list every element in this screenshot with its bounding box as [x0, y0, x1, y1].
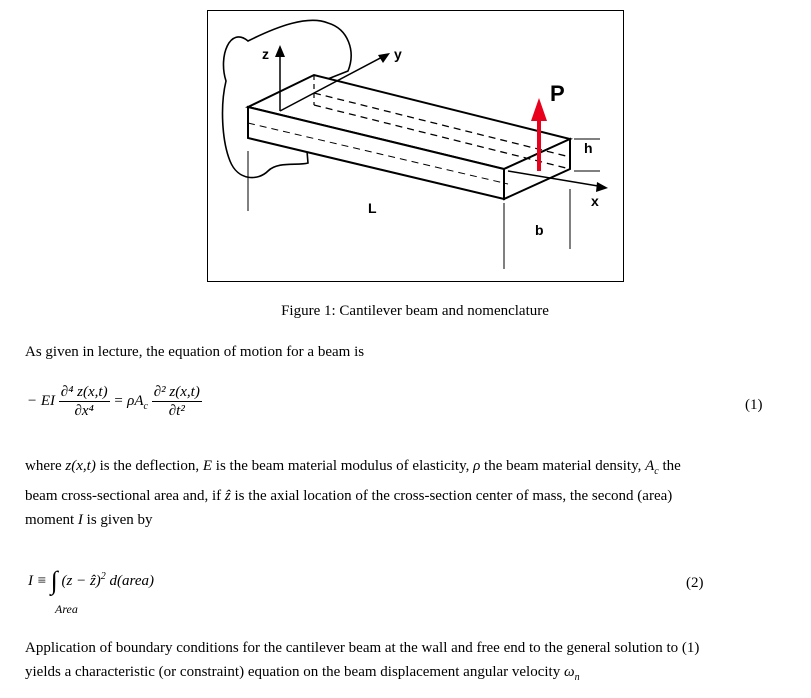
- eq1-lhs-den: ∂x⁴: [74, 403, 94, 419]
- y-label: y: [394, 46, 402, 62]
- para2-line-1: where z(x,t) is the deflection, E is the beam material modulus of elasticity, ρ the beam material density, $A_c$ the: [25, 458, 681, 477]
- eq1-equals: = ρA: [113, 392, 144, 409]
- eq2-integral-sign: ∫: [50, 566, 58, 595]
- paragraph-boundary-conditions: [25, 636, 811, 690]
- x-label: x: [591, 193, 599, 209]
- para2-line-2: beam cross-sectional area and, if ẑ is the axial location of the cross-section center of mass, the second (area): [25, 488, 673, 504]
- equation-2-number: (2): [686, 575, 704, 591]
- figure-caption: Figure 1: Cantilever beam and nomenclature: [281, 303, 549, 319]
- cantilever-beam-diagram: [208, 11, 625, 283]
- equation-2: [28, 566, 154, 596]
- eq1-lhs-num: ∂⁴ z(x,t): [60, 384, 108, 400]
- eq2-integrand: (z − ẑ): [61, 573, 101, 589]
- paragraph-definitions: [25, 454, 811, 532]
- eq1-rhs-num: ∂² z(x,t): [153, 384, 200, 400]
- z-arrowhead: [275, 45, 285, 57]
- x-arrowhead: [596, 182, 608, 192]
- para2-line-3: moment I is given by: [25, 512, 153, 528]
- L-label: L: [368, 200, 377, 216]
- h-label: h: [584, 140, 593, 156]
- figure-frame: [207, 10, 624, 282]
- paragraph-intro: As given in lecture, the equation of motion for a beam is: [25, 344, 365, 360]
- para3-line-1: Application of boundary conditions for the cantilever beam at the wall and free end to the general solution to (1): [25, 640, 700, 656]
- force-arrowhead: [531, 98, 547, 121]
- P-label: P: [550, 81, 565, 106]
- equation-1-number: (1): [745, 397, 763, 413]
- eq2-tail: d(area): [105, 573, 154, 589]
- eq2-integral-domain: Area: [55, 602, 78, 616]
- b-label: b: [535, 222, 544, 238]
- equation-1: [27, 383, 202, 420]
- eq2-lhs: I ≡: [28, 573, 47, 589]
- eq1-minus-EI: − EI: [27, 392, 56, 409]
- eq2-exponent: 2: [100, 571, 106, 582]
- eq1-sub-c: c: [143, 400, 148, 412]
- eq1-rhs-den: ∂t²: [168, 403, 185, 419]
- eq1-lhs-fraction: [59, 383, 110, 420]
- para3-line-2: yields a characteristic (or constraint) equation on the beam displacement angular velocity $\omega_n$: [25, 664, 580, 683]
- eq1-rhs-fraction: [152, 383, 202, 420]
- z-label: z: [262, 46, 269, 62]
